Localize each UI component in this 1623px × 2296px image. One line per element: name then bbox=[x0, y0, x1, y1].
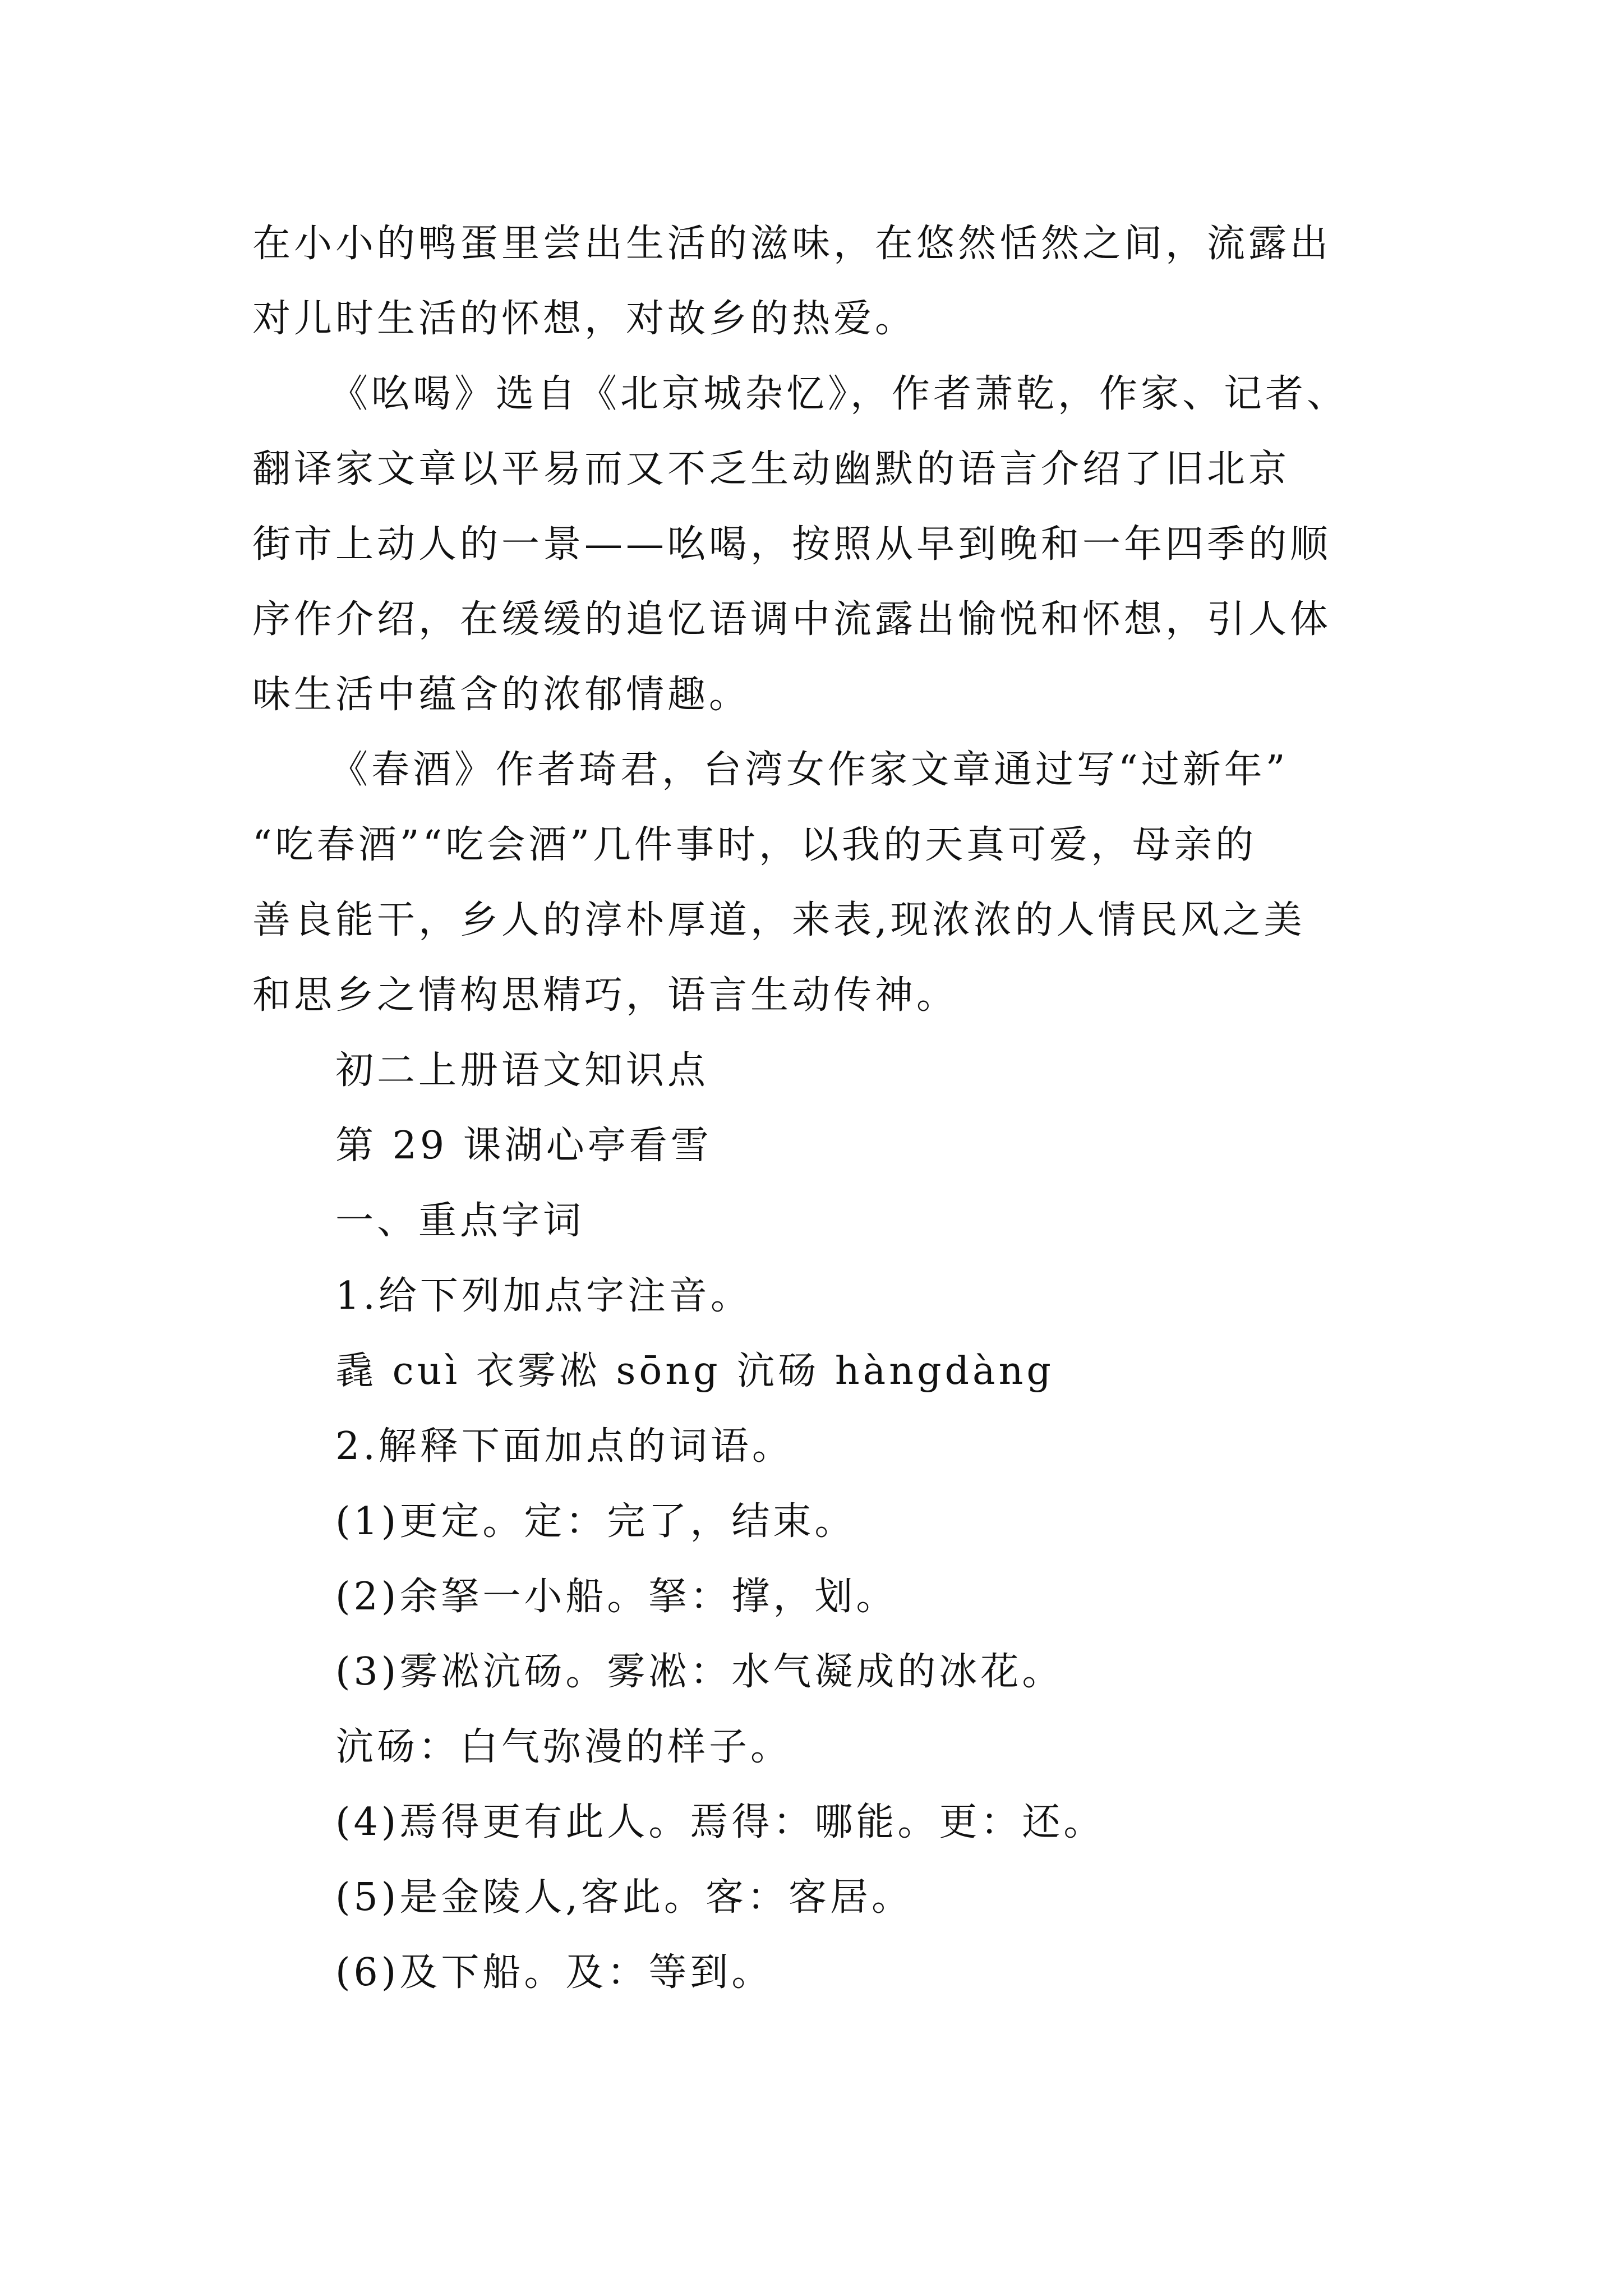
question-2-title: 2.解释下面加点的词语。 bbox=[335, 1424, 794, 1469]
question-1-title: 1.给下列加点字注音。 bbox=[335, 1274, 752, 1318]
paragraph-first-line: 《春酒》作者琦君，台湾女作家文章通过写“过新年” bbox=[330, 748, 1289, 792]
question-2-item: (5)是金陵人,客此。客：客居。 bbox=[335, 1875, 913, 1920]
paragraph-line: 街市上动人的一景——吆喝，按照从早到晚和一年四季的顺 bbox=[252, 522, 1332, 567]
paragraph-first-line: 《吆喝》选自《北京城杂忆》，作者萧乾，作家、记者、 bbox=[330, 372, 1349, 416]
paragraph-line: 和思乡之情构思精巧，语言生动传神。 bbox=[252, 973, 958, 1018]
question-2-item: (4)焉得更有此人。焉得：哪能。更：还。 bbox=[335, 1800, 1105, 1844]
heading-1: 一、重点字词 bbox=[335, 1199, 585, 1243]
section-title: 初二上册语文知识点 bbox=[335, 1048, 709, 1093]
paragraph-line: 在小小的鸭蛋里尝出生活的滋味，在悠然恬然之间，流露出 bbox=[252, 222, 1332, 266]
lesson-title: 第 29 课湖心亭看雪 bbox=[335, 1124, 712, 1168]
paragraph-line: 翻译家文章以平易而又不乏生动幽默的语言介绍了旧北京 bbox=[252, 447, 1290, 491]
question-1-answer: 毳 cuì 衣雾凇 sōng 沆砀 hàngdàng bbox=[335, 1349, 1054, 1393]
question-2-item: (6)及下船。及：等到。 bbox=[335, 1950, 773, 1995]
paragraph-line: 对儿时生活的怀想，对故乡的热爱。 bbox=[252, 297, 917, 341]
question-2-item: (1)更定。定：完了，结束。 bbox=[335, 1499, 856, 1544]
question-2-item: (2)余拏一小船。拏：撑，划。 bbox=[335, 1575, 898, 1619]
paragraph-line: 序作介绍，在缓缓的追忆语调中流露出愉悦和怀想，引人体 bbox=[252, 597, 1332, 642]
paragraph-line: 善良能干，乡人的淳朴厚道，来表,现浓浓的人情民风之美 bbox=[252, 898, 1306, 942]
question-2-item: 沆砀：白气弥漫的样子。 bbox=[335, 1725, 792, 1769]
question-2-item: (3)雾凇沆砀。雾凇：水气凝成的冰花。 bbox=[335, 1650, 1064, 1694]
paragraph-line: 味生活中蕴含的浓郁情趣。 bbox=[252, 673, 751, 717]
paragraph-line: “吃春酒”“吃会酒”几件事时，以我的天真可爱，母亲的 bbox=[252, 823, 1257, 867]
